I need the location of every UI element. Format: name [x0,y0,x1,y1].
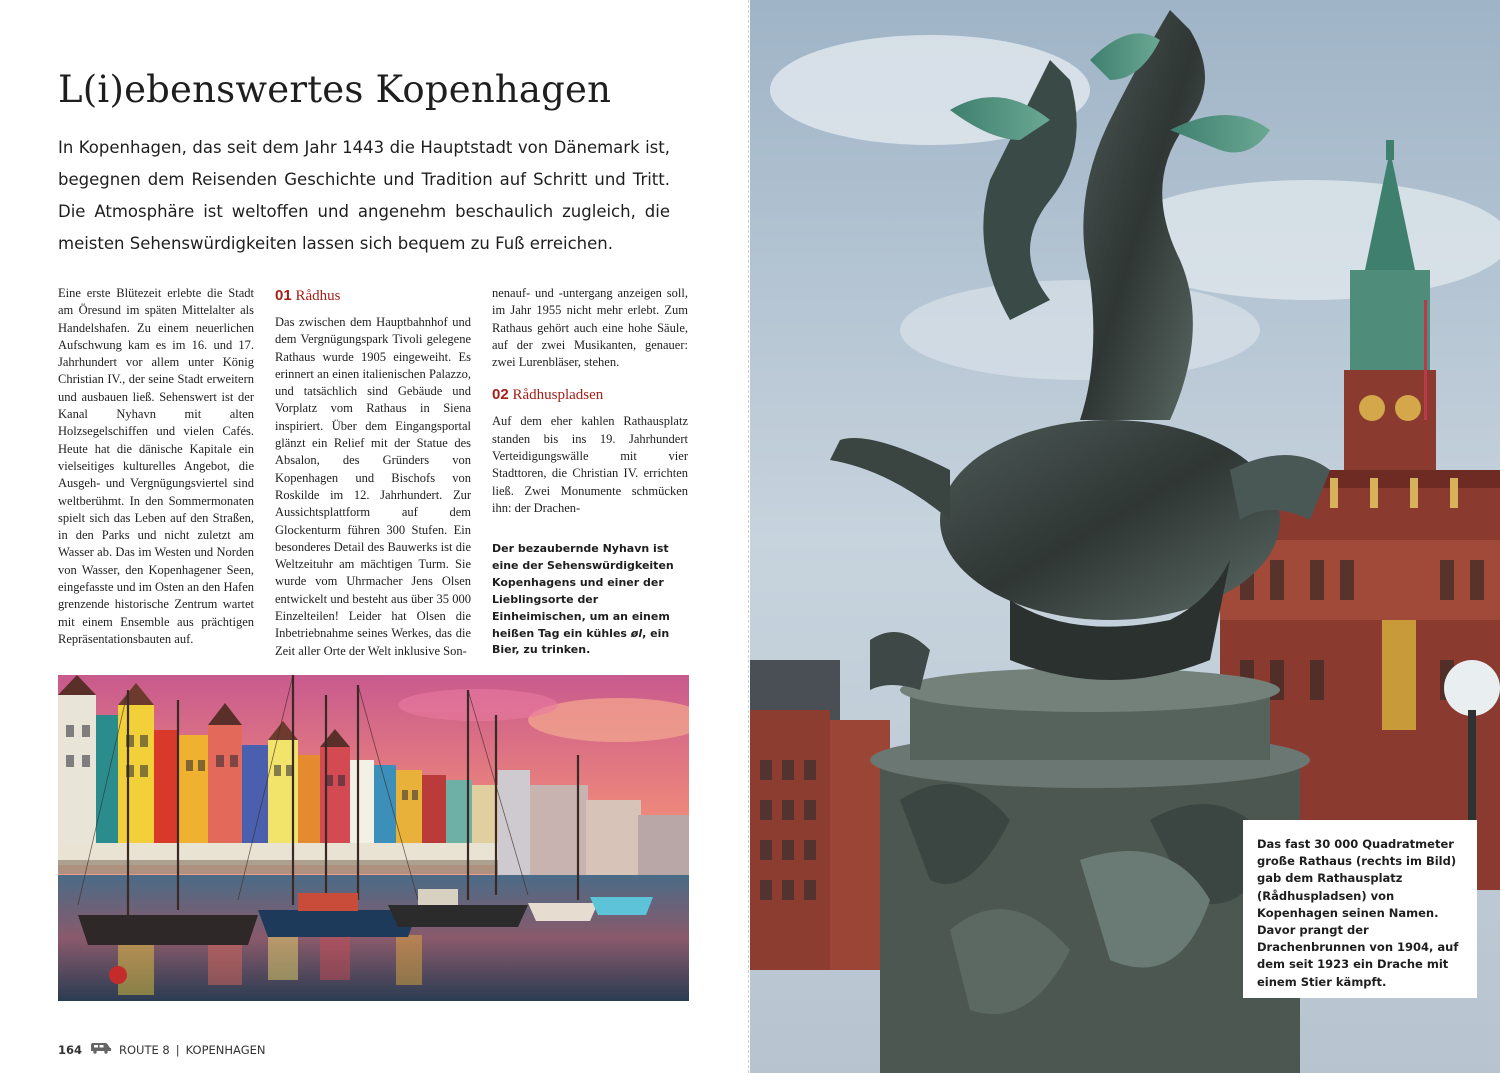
section-heading-radhus [275,286,471,306]
caption-rathaus-text: Das fast 30 000 Quadratmeter große Rathaus (rechts im Bild) gab dem Rathausplatz (Rådhuspladsen) von Kopenhagen seinen Namen. Davor prangt der Drachenbrunnen von 1904, auf dem seit 1923 ein Drache mit einem Stier kämpft. [1257,837,1459,989]
caption-nyhavn-text-end: , ein Bier, zu trinken. [492,626,670,657]
section-number: 02 [492,386,509,404]
body-text-history: Eine erste Blütezeit erlebte die Stadt am Öresund im späten Mittelalter als Handelshafen. Zu einem neuerlichen Aufschwung kam es im 16. und 17. Jahrhundert vor allem unter König Christian IV., der seine Stadt erweitern und ausbauen ließ. Sehenswert ist der Kanal Nyhavn mit alten Holzsegelschiffen und vielen Cafés. Heute hat die dänische Kapitale ein vielseitiges kulturelles Angebot, die Ausgeh- und Vergnügungsviertel sind weltberühmt. In den Sommermonaten spielt sich das Leben auf den Straßen, in den Parks und nicht zuletzt am Wasser ab. Das im Westen und Norden von Wasser, den Kopenhagener Seen, eingefasste und im Osten an den Hafen grenzende historische Zentrum wartet mit einem Ensemble aus prächtigen Repräsentationsbauten auf. [58,286,254,646]
section-number: 01 [275,287,292,304]
section-heading-radhuspladsen [492,385,688,405]
caption-rathaus [1243,820,1477,998]
page-title: L(i)ebenswertes Kopenhagen [58,68,612,111]
nyhavn-photo [58,675,689,1001]
footer-route: ROUTE 8 [119,1042,170,1057]
camper-van-icon [90,1042,112,1057]
section-title: Rådhus [295,288,341,304]
right-page [750,0,1500,1073]
footer-separator: | [175,1042,180,1057]
text-column-2 [275,286,471,660]
body-text-radhus: Das zwischen dem Hauptbahnhof und dem Vergnügungspark Tivoli gelegene Rathaus wurde 1905 eingeweiht. Es erinnert an einen italienischen Palazzo, und tatsächlich sind Gebäude und Vorplatz vom Rathaus in Siena inspiriert. Über dem Eingangsportal glänzt ein Relief mit der Statue des Absalon, des Gründers von Kopenhagen und Bischofs von Roskilde im 12. Jahrhundert. Zur Aussichtsplattform auf dem Glockenturm führen 300 Stufen. Ein besonderes Detail des Bauwerks ist die Weltzeituhr am mächtigen Turm. Sie wurde vom Uhrmacher Jens Olsen entwickelt und besteht aus über 35 000 Einzelteilen! Leider hat Olsen die Inbetriebnahme seines Werkes, das die Zeit aller Orte der Welt inklusive Son- [275,315,471,658]
caption-nyhavn-text: Der bezaubernde Nyhavn ist eine der Sehenswürdigkeiten Kopenhagens und einer der Lieblingsorte der Einheimischen, um an einem heißen Tag ein kühles [492,542,674,640]
body-text-radhus-continued: nenauf- und -untergang anzeigen soll, im Jahr 1955 nicht mehr erlebt. Zum Rathaus gehört auch eine hohe Säule, auf der zwei Musikanten, genauer: zwei Lurenbläser, stehen. [492,286,688,370]
caption-nyhavn [492,541,692,659]
caption-nyhavn-italic: øl [630,626,643,640]
page-number: 164 [58,1042,83,1057]
text-column-1 [58,285,254,648]
footer-section: KOPENHAGEN [185,1042,266,1057]
body-text-radhuspladsen: Auf dem eher kahlen Rathausplatz standen bis ins 19. Jahrhundert Verteidigungswälle mit vier Stadttoren, die Christian IV. errichten ließ. Zwei Monumente schmücken ihn: der Drachen- [492,414,688,515]
text-column-3 [492,285,688,517]
intro-paragraph: In Kopenhagen, das seit dem Jahr 1443 die Hauptstadt von Dänemark ist, begegnen dem Reisenden Geschichte und Tradition auf Schritt und Tritt. Die Atmosphäre ist weltoffen und angenehm beschaulich zugleich, die meisten Sehenswürdigkeiten lassen sich bequem zu Fuß erreichen. [58,138,670,253]
section-title: Rådhuspladsen [512,387,604,404]
page-footer [58,1042,266,1057]
